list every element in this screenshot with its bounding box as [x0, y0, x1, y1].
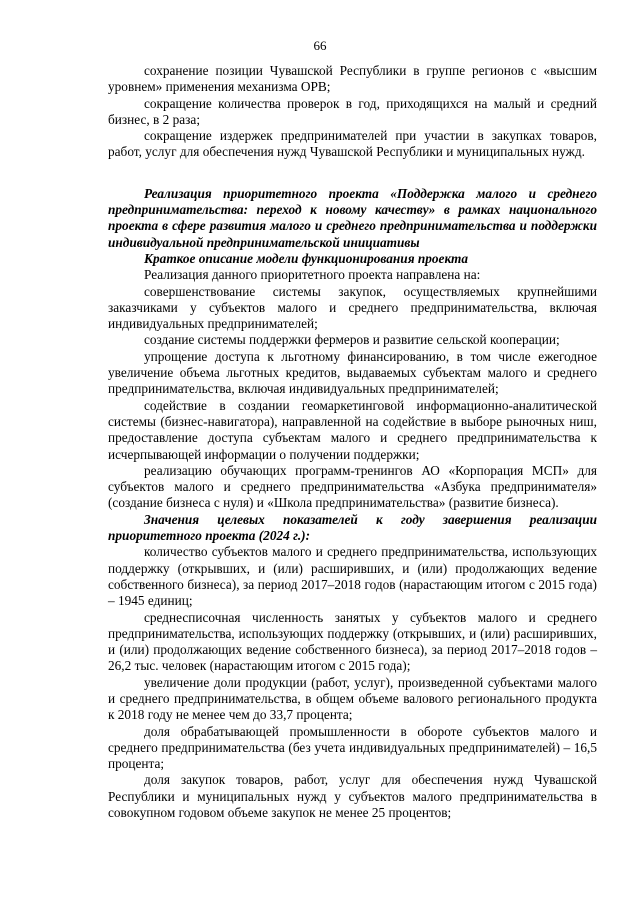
paragraph: содействие в создании геомаркетинговой информационно-аналитической системы (бизнес-навигатора), направленной на содействие в выборе рыночных ниш, предоставление доступа субъектам малого и среднего предпринимательства к исчерпывающей информации о получении поддержки; — [108, 397, 597, 462]
paragraph: упрощение доступа к льготному финансированию, в том числе ежегодное увеличение объема льготных кредитов, выдаваемых субъектам малого и среднего предпринимательства, включая индивидуальных предпринимателей; — [108, 348, 597, 397]
paragraph: среднесписочная численность занятых у субъектов малого и среднего предпринимательства, использующих поддержку (открывших, и (или) расширивших, и (или) продолжающих ведение собственного бизнеса), за период 2017–2018 годов – 26,2 тыс. человек (нарастающим итогом с 2015 года); — [108, 609, 597, 674]
paragraph: Реализация данного приоритетного проекта направлена на: — [144, 267, 481, 283]
page-content — [108, 63, 597, 821]
paragraph: создание системы поддержки фермеров и развитие сельской кооперации; — [144, 332, 560, 348]
paragraph: количество субъектов малого и среднего предпринимательства, использующих поддержку (открывших, и (или) расширивших, и (или) продолжающих ведение собственного бизнеса), за период 2017–2018 годов (нарастающим итогом с 2015 года) – 1945 единиц; — [108, 544, 597, 609]
paragraph: реализацию обучающих программ-тренингов АО «Корпорация МСП» для субъектов малого и среднего предпринимательства «Азбука предпринимателя» (создание бизнеса с нуля) и «Школа предпринимательства» (развитие бизнеса). — [108, 462, 597, 511]
paragraph: сокращение количества проверок в год, приходящихся на малый и средний бизнес, в 2 раза; — [108, 95, 597, 127]
page-number: 66 — [313, 38, 327, 53]
paragraph: сокращение издержек предпринимателей при участии в закупках товаров, работ, услуг для обеспечения нужд Чувашской Республики и муниципальных нужд. — [108, 128, 597, 160]
paragraph: доля обрабатывающей промышленности в обороте субъектов малого и среднего предпринимательства (без учета индивидуальных предпринимателей) – 16,5 процента; — [108, 723, 597, 772]
model-heading: Краткое описание модели функционирования проекта — [144, 250, 469, 266]
targets-heading: Значения целевых показателей к году завершения реализации приоритетного проекта (2024 г.): — [108, 511, 597, 544]
section-spacer — [108, 161, 597, 186]
paragraph: совершенствование системы закупок, осуществляемых крупнейшими заказчиками у субъектов малого и среднего предпринимательства, включая индивидуальных предпринимателей; — [108, 283, 597, 332]
paragraph: сохранение позиции Чувашской Республики в группе регионов с «высшим уровнем» применения механизма ОРВ; — [108, 63, 597, 95]
project-title: Реализация приоритетного проекта «Поддержка малого и среднего предпринимательства: переход к новому качеству» в рамках национального проекта в сфере развития малого и среднего предпринимательства и поддержки индивидуальной предпринимательской инициативы — [108, 185, 597, 250]
paragraph: доля закупок товаров, работ, услуг для обеспечения нужд Чувашской Республики и муниципальных нужд у субъектов малого предпринимательства в совокупном годовом объеме закупок не менее 25 процентов; — [108, 772, 597, 821]
paragraph: увеличение доли продукции (работ, услуг), произведенной субъектами малого и среднего предпринимательства, в общем объеме валового регионального продукта к 2018 году не менее чем до 33,7 процента; — [108, 674, 597, 723]
